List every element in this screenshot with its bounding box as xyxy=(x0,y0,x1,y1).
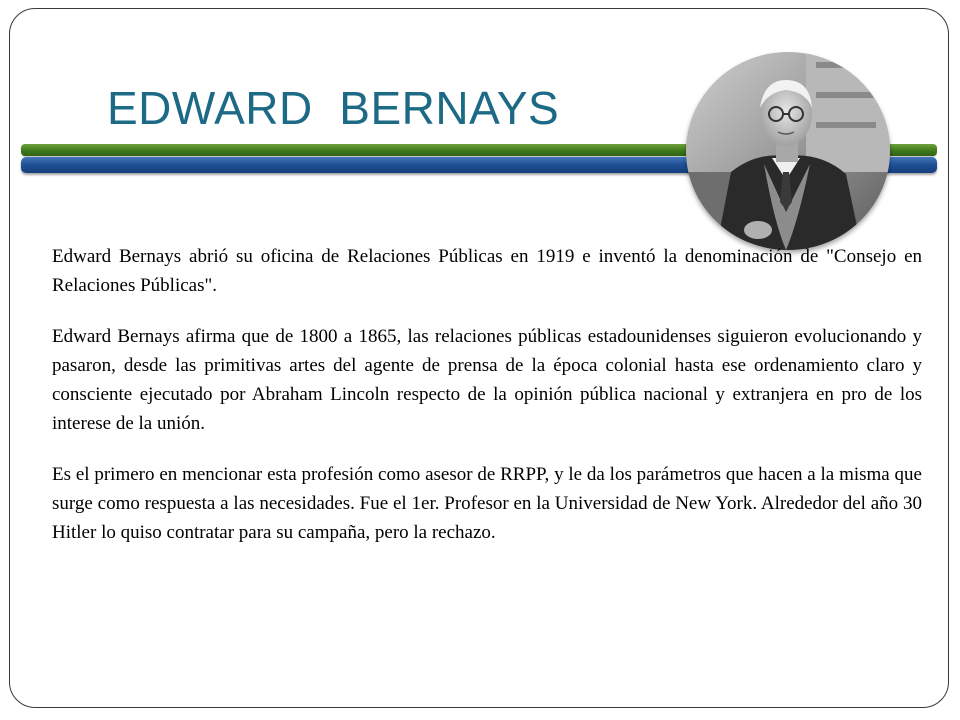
portrait-photo-icon xyxy=(686,52,890,250)
paragraph-1: Edward Bernays abrió su oficina de Relaciones Públicas en 1919 e inventó la denominación de "Consejo en Relaciones Públicas". xyxy=(52,246,922,296)
paragraph-3: Es el primero en mencionar esta profesión como asesor de RRPP, y le da los parámetros que hacen a la misma que surge como respuesta a las necesidades. Fue el 1er. Profesor en la Universidad de New York. Alrededor del año 30 Hitler lo quiso contratar para su campaña, pero la rechazo. xyxy=(52,464,922,543)
paragraph-2: Edward Bernays afirma que de 1800 a 1865, las relaciones públicas estadounidenses siguieron evolucionando y pasaron, desde las primitivas artes del agente de prensa de la época colonial hasta ese ordenamiento claro y consciente ejecutado por Abraham Lincoln respecto de la opinión pública nacional y extranjera en pro de los interese de la unión. xyxy=(52,326,922,434)
body-text xyxy=(52,242,922,569)
slide-title: EDWARD BERNAYS xyxy=(107,82,560,134)
